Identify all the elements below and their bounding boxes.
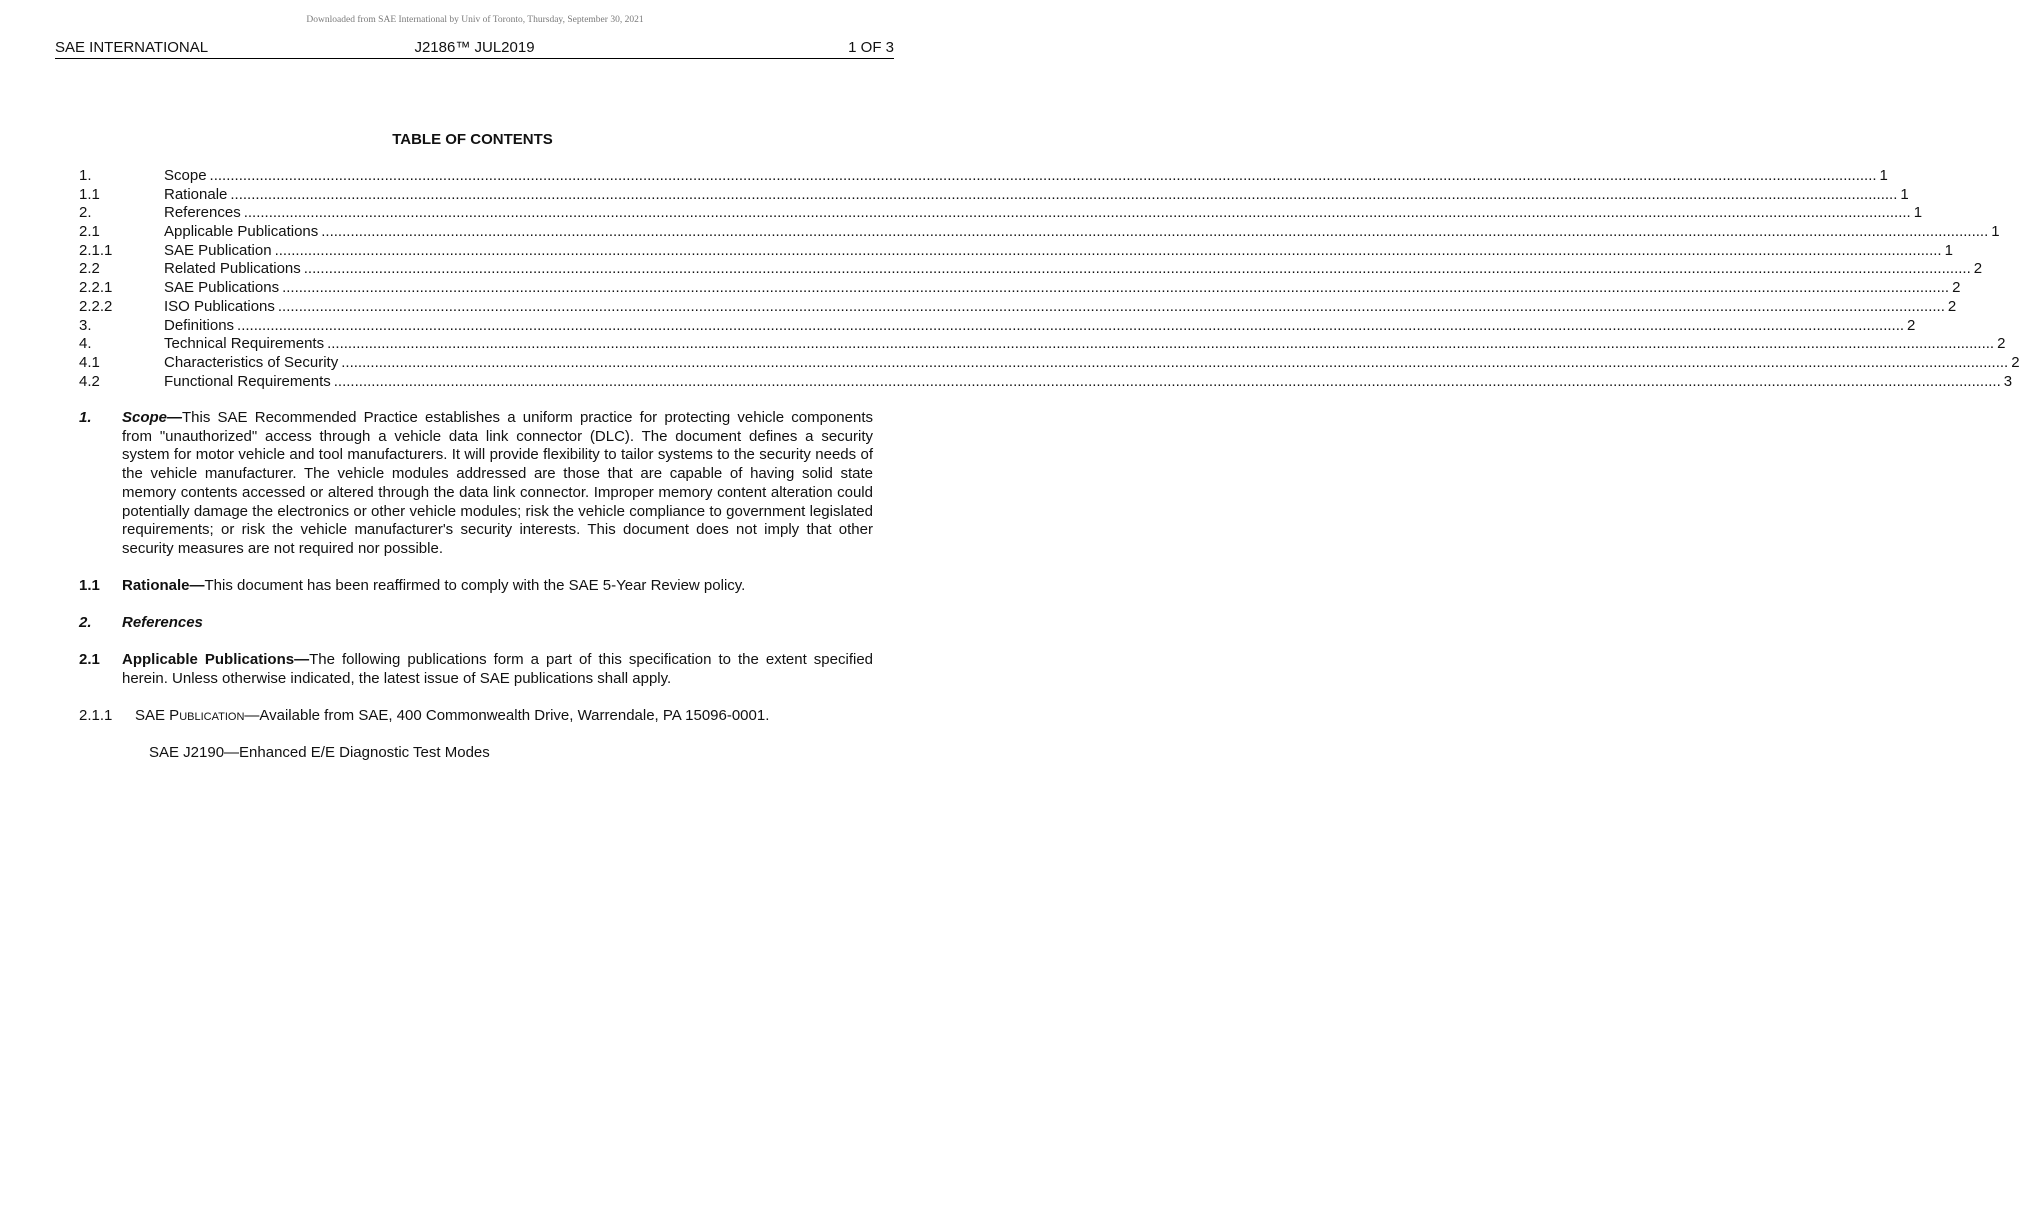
toc-entry-number: 4. [79,335,92,353]
toc-entry-page: 3 [2001,373,2012,392]
toc-leader-dots: ................................................................................................................................................................................................................................................................................................................................................................................................................ [327,335,1995,353]
section-rationale [79,577,873,597]
section-text: The following publications form a part of this specification to the extent specified herein. Unless otherwise indicated, the latest issue of SAE publications shall apply. [122,651,874,687]
toc-entry[interactable] [79,297,1957,317]
toc-entry-page: 2 [2008,354,2019,373]
section-references [79,614,873,634]
reference-item-sae-j2190[interactable]: SAE J2190—Enhanced E/E Diagnostic Test Modes [149,744,490,761]
section-heading-smallcaps: ublication [179,707,245,724]
section-heading: References [122,614,203,631]
toc-entry-label: Related Publications [164,260,304,279]
toc-entry-page: 1 [1911,204,1922,223]
section-body [135,707,873,726]
toc-entry-page: 1 [1877,167,1888,186]
toc-entry-number: 2.2.1 [79,279,113,297]
toc-entry[interactable] [79,204,1923,223]
toc-leader-dots: ................................................................................................................................................................................................................................................................................................................................................................................................................ [321,223,1989,241]
document-number: J2186™ JUL2019 [414,39,535,56]
toc-entry[interactable] [79,335,2006,354]
section-body [122,577,873,596]
section-heading: Rationale— [122,577,205,594]
toc-entry-page: 2 [1949,279,1960,298]
toc-entry[interactable] [79,260,1983,279]
toc-leader-dots: ................................................................................................................................................................................................................................................................................................................................................................................................................ [237,316,1905,334]
toc-leader-dots: ................................................................................................................................................................................................................................................................................................................................................................................................................ [277,297,1945,315]
section-heading-prefix: SAE P [135,707,180,724]
section-number: 1. [79,409,92,426]
toc-entry[interactable] [79,353,2020,373]
section-text: This document has been reaffirmed to comply with the SAE 5-Year Review policy. [204,577,746,594]
page-count: 1 OF 3 [848,39,894,56]
toc-entry[interactable] [79,241,1953,261]
toc-entry-label: Rationale [164,186,230,205]
toc-entry[interactable] [79,279,1961,298]
toc-entry-label: References [164,204,244,223]
section-body [122,409,873,559]
toc-entry-label: Characteristics of Security [164,354,341,373]
publisher-name: SAE INTERNATIONAL [55,39,209,56]
toc-entry-number: 1.1 [79,185,100,203]
toc-entry[interactable] [79,185,1909,205]
toc-entry-label: SAE Publications [164,279,282,298]
toc-entry[interactable] [79,316,1916,336]
page-header [55,38,894,59]
toc-entry-label: SAE Publication [164,242,275,261]
toc-entry-page: 1 [1988,223,1999,242]
section-heading: Applicable Publications— [122,651,310,668]
toc-entry[interactable] [79,372,2013,392]
toc-entry-page: 2 [1945,298,1956,317]
toc-leader-dots: ................................................................................................................................................................................................................................................................................................................................................................................................................ [341,353,2009,371]
toc-entry-number: 4.1 [79,353,100,371]
toc-leader-dots: ................................................................................................................................................................................................................................................................................................................................................................................................................ [274,241,1942,259]
section-number: 2.1 [79,651,100,668]
section-body [122,614,873,633]
section-text: —Available from SAE, 400 Commonwealth Drive, Warrendale, PA 15096-0001. [244,707,770,724]
toc-entry-number: 2.1.1 [79,241,113,259]
toc-entry-page: 2 [1971,260,1982,279]
toc-entry-label: Scope [164,167,210,186]
section-heading: Scope— [122,409,183,426]
toc-entry-number: 2.2 [79,260,100,278]
toc-entry-label: Functional Requirements [164,373,334,392]
toc-entry-label: Definitions [164,317,237,336]
section-applicable-publications [79,651,873,691]
toc-entry-number: 2. [79,204,92,222]
section-scope [79,409,873,561]
toc-entry-label: ISO Publications [164,298,278,317]
toc-entry-number: 3. [79,316,92,334]
toc-entry-page: 1 [1942,242,1953,261]
download-watermark: Downloaded from SAE International by Univ of Toronto, Thursday, September 30, 2021 [306,15,644,25]
section-text: This SAE Recommended Practice establishes a uniform practice for protecting vehicle components from "unauthorized" access through a vehicle data link connector (DLC). The document defines a security system for motor vehicle and tool manufacturers. It will provide flexibility to tailor systems to the security needs of the vehicle manufacturer. The vehicle modules addressed are those that are capable of having solid state memory contents accessed or altered through the data link connector. Improper memory content alteration could potentially damage the electronics or other vehicle modules; risk the vehicle compliance to government legislated requirements; or risk the vehicle manufacturer's security interests. This document does not imply that other security measures are not required nor possible. [122,409,873,557]
table-of-contents [79,167,2020,391]
toc-entry-number: 2.1 [79,223,100,241]
toc-entry[interactable] [79,223,2000,242]
toc-leader-dots: ................................................................................................................................................................................................................................................................................................................................................................................................................ [282,279,1950,297]
toc-leader-dots: ................................................................................................................................................................................................................................................................................................................................................................................................................ [303,260,1971,278]
section-number: 2. [79,614,92,631]
section-number: 2.1.1 [79,707,113,724]
toc-entry-page: 2 [1994,335,2005,354]
section-sae-publication [79,707,873,727]
toc-title: TABLE OF CONTENTS [392,131,553,148]
toc-entry-page: 2 [1904,317,1915,336]
toc-entry-label: Applicable Publications [164,223,321,242]
toc-entry[interactable] [79,167,1888,186]
toc-entry-number: 4.2 [79,372,100,390]
toc-leader-dots: ................................................................................................................................................................................................................................................................................................................................................................................................................ [230,185,1898,203]
toc-entry-page: 1 [1897,186,1908,205]
section-number: 1.1 [79,577,100,594]
toc-leader-dots: ................................................................................................................................................................................................................................................................................................................................................................................................................ [243,204,1911,222]
toc-entry-number: 2.2.2 [79,297,113,315]
section-body [122,651,873,688]
toc-entry-label: Technical Requirements [164,335,327,354]
toc-leader-dots: ................................................................................................................................................................................................................................................................................................................................................................................................................ [209,167,1877,184]
toc-entry-number: 1. [79,167,92,184]
toc-leader-dots: ................................................................................................................................................................................................................................................................................................................................................................................................................ [333,372,2001,390]
